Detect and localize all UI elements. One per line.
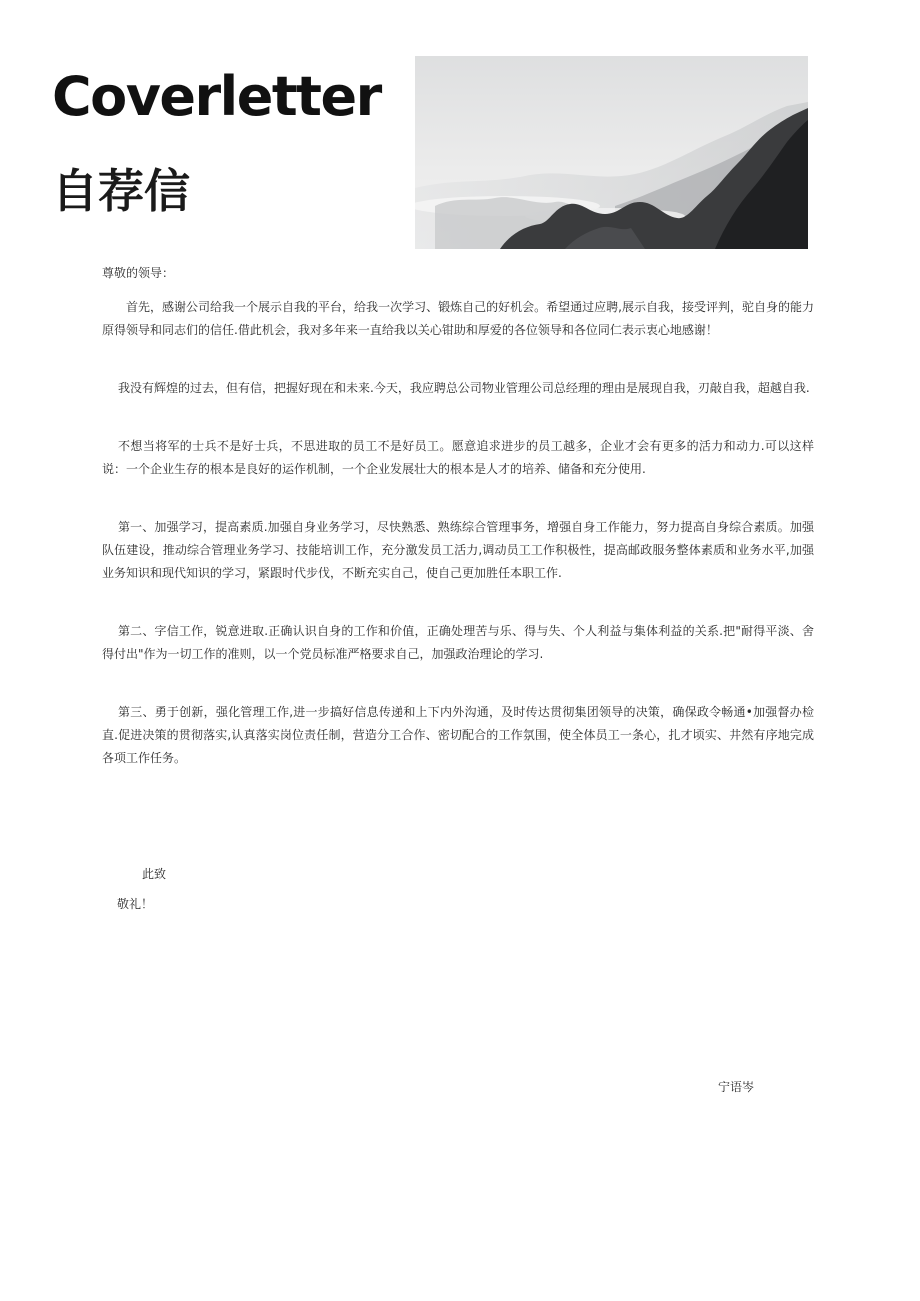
title-english: Coverletter <box>52 65 381 128</box>
paragraph-4: 第一、加强学习，提高素质.加强自身业务学习，尽快熟悉、熟练综合管理事务，增强自身工作能力，努力提高自身综合素质。加强队伍建设，推动综合管理业务学习、技能培训工作，充分激发员工活力,调动员工工作积极性，提高邮政服务整体素质和业务水平,加强业务知识和现代知识的学习，紧跟时代步伐，不断充实自己，使自己更加胜任本职工作. <box>102 520 814 580</box>
letter-body <box>102 262 814 805</box>
ink-landscape-image <box>415 56 808 249</box>
title-chinese: 自荐信 <box>52 164 190 218</box>
paragraph-1: 首先，感谢公司给我一个展示自我的平台，给我一次学习、锻炼自己的好机会。希望通过应聘,展示自我，接受评判，驼自身的能力原得领导和同志们的信任.借此机会，我对多年来一直给我以关心钳助和厚爱的各位领导和各位同仁表示衷心地感谢！ <box>102 300 814 337</box>
paragraph-3: 不想当将军的士兵不是好士兵，不思进取的员工不是好员工。愿意追求进步的员工越多，企业才会有更多的活力和动力.可以这样说：一个企业生存的根本是良好的运作机制，一个企业发展壮大的根本是人才的培养、储备和充分使用. <box>102 439 814 476</box>
paragraph-6: 第三、勇于创新，强化管理工作,进一步搞好信息传递和上下内外沟通，及时传达贯彻集团领导的决策，确保政令畅通•加强督办检直.促进决策的贯彻落实,认真落实岗位责任制，营造分工合作、密切配合的工作氛围，使全体员工一条心，扎才顷实、井然有序地完成各项工作任务。 <box>102 705 814 765</box>
paragraph-5: 第二、字信工作，锐意进取.正确认识自身的工作和价值，正确处理苦与乐、得与失、个人利益与集体利益的关系.把"耐得平淡、舍得付出"作为一切工作的准则，以一个党员标准严格要求自己，加强政治理论的学习. <box>102 624 814 661</box>
salutation: 尊敬的领导： <box>102 266 175 280</box>
closing-line-2: 敬礼！ <box>117 897 154 911</box>
signature-name: 宁语岑 <box>718 1080 755 1094</box>
paragraph-2: 我没有辉煌的过去，但有信，把握好现在和未来.今天，我应聘总公司物业管理公司总经理的理由是展现自我，刃敲自我，超越自我. <box>118 381 810 395</box>
closing-line-1: 此致 <box>142 867 167 881</box>
